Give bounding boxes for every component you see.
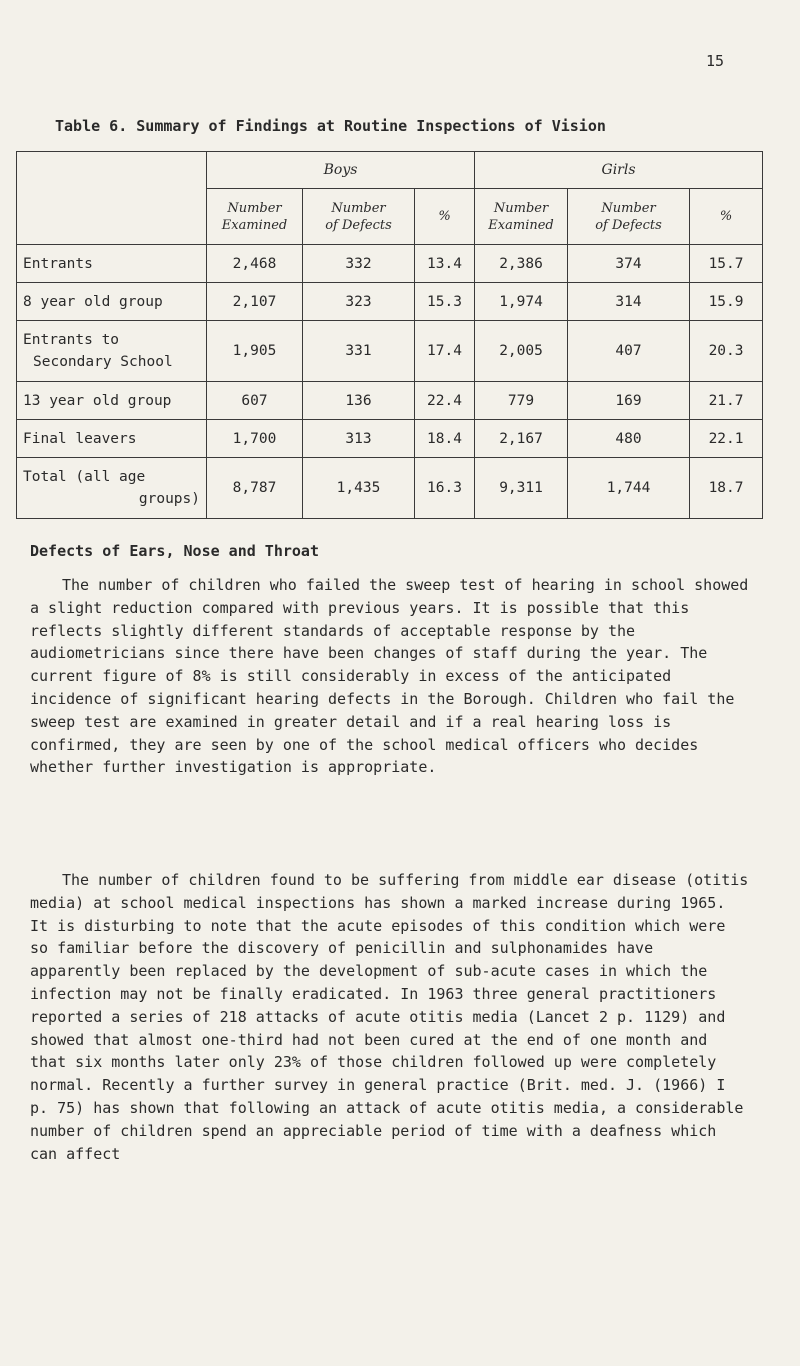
table-row bbox=[17, 321, 763, 382]
paragraph: The number of children who failed the sweep test of hearing in school showed a slight reduction compared with previous years. It is possible that this reflects slightly different standards of acceptable response by the audiometricians since there have been changes of staff during the year. The current figure of 8% is still considerably in excess of the anticipated incidence of significant hearing defects in the Borough. Children who fail the sweep test are examined in greater detail and if a real hearing loss is confirmed, they are seen by one of the school medical officers who decides whether further investigation is appropriate. bbox=[30, 576, 749, 777]
boys-examined-cell: 8,787 bbox=[207, 458, 303, 519]
boys-defects-cell: 313 bbox=[303, 420, 415, 458]
row-label: Final leavers bbox=[17, 420, 207, 458]
table-title: Table 6. Summary of Findings at Routine Inspections of Vision bbox=[55, 117, 606, 135]
corner-cell bbox=[17, 152, 207, 245]
boys-defects-cell: 332 bbox=[303, 245, 415, 283]
row-label: Total (all age groups) bbox=[17, 458, 207, 519]
paragraph: The number of children found to be suffering from middle ear disease (otitis media) at school medical inspections has shown a marked increase during 1965. It is disturbing to note that the acute episodes of this condition which were so familiar before the discovery of penicillin and sulphonamides have apparently been replaced by the development of sub-acute cases in which the infection may not be finally eradicated. In 1963 three general practitioners reported a series of 218 attacks of acute otitis media (Lancet 2 p. 1129) and showed that almost one-third had not been cured at the end of one month and that six months later only 23% of those children followed up were completely normal. Recently a further survey in general practice (Brit. med. J. (1966) I p. 75) has shown that following an attack of acute otitis media, a considerable number of children spend an appreciable period of time with a deafness which can affect bbox=[30, 871, 749, 1163]
table-row bbox=[17, 382, 763, 420]
girls-examined-header: Number Examined bbox=[475, 189, 568, 245]
girls-examined-cell: 9,311 bbox=[475, 458, 568, 519]
boys-defects-cell: 136 bbox=[303, 382, 415, 420]
table-row bbox=[17, 420, 763, 458]
girls-percent-header: % bbox=[690, 189, 763, 245]
boys-examined-cell: 2,468 bbox=[207, 245, 303, 283]
page-number: 15 bbox=[706, 52, 725, 70]
girls-percent-cell: 20.3 bbox=[690, 321, 763, 382]
boys-percent-cell: 18.4 bbox=[415, 420, 475, 458]
boys-defects-header: Number of Defects bbox=[303, 189, 415, 245]
girls-examined-cell: 1,974 bbox=[475, 283, 568, 321]
boys-defects-cell: 323 bbox=[303, 283, 415, 321]
boys-examined-cell: 1,905 bbox=[207, 321, 303, 382]
boys-percent-cell: 13.4 bbox=[415, 245, 475, 283]
boys-examined-cell: 607 bbox=[207, 382, 303, 420]
boys-examined-cell: 1,700 bbox=[207, 420, 303, 458]
girls-percent-cell: 15.9 bbox=[690, 283, 763, 321]
boys-percent-cell: 15.3 bbox=[415, 283, 475, 321]
row-label: 8 year old group bbox=[17, 283, 207, 321]
girls-defects-cell: 374 bbox=[568, 245, 690, 283]
vision-table bbox=[16, 151, 763, 519]
girls-defects-cell: 169 bbox=[568, 382, 690, 420]
girls-defects-cell: 314 bbox=[568, 283, 690, 321]
table-row bbox=[17, 245, 763, 283]
boys-percent-header: % bbox=[415, 189, 475, 245]
table-row bbox=[17, 458, 763, 519]
boys-defects-cell: 331 bbox=[303, 321, 415, 382]
boys-percent-cell: 22.4 bbox=[415, 382, 475, 420]
row-label: Entrants to Secondary School bbox=[17, 321, 207, 382]
girls-header: Girls bbox=[475, 152, 763, 189]
girls-percent-cell: 15.7 bbox=[690, 245, 763, 283]
row-label: Entrants bbox=[17, 245, 207, 283]
girls-defects-cell: 480 bbox=[568, 420, 690, 458]
boys-defects-cell: 1,435 bbox=[303, 458, 415, 519]
boys-examined-cell: 2,107 bbox=[207, 283, 303, 321]
girls-percent-cell: 22.1 bbox=[690, 420, 763, 458]
girls-examined-cell: 2,005 bbox=[475, 321, 568, 382]
girls-percent-cell: 18.7 bbox=[690, 458, 763, 519]
boys-percent-cell: 17.4 bbox=[415, 321, 475, 382]
girls-defects-cell: 407 bbox=[568, 321, 690, 382]
section-heading: Defects of Ears, Nose and Throat bbox=[30, 542, 319, 560]
girls-percent-cell: 21.7 bbox=[690, 382, 763, 420]
girls-examined-cell: 2,386 bbox=[475, 245, 568, 283]
girls-defects-header: Number of Defects bbox=[568, 189, 690, 245]
girls-defects-cell: 1,744 bbox=[568, 458, 690, 519]
girls-examined-cell: 779 bbox=[475, 382, 568, 420]
boys-examined-header: Number Examined bbox=[207, 189, 303, 245]
girls-examined-cell: 2,167 bbox=[475, 420, 568, 458]
table-row bbox=[17, 283, 763, 321]
row-label: 13 year old group bbox=[17, 382, 207, 420]
boys-header: Boys bbox=[207, 152, 475, 189]
boys-percent-cell: 16.3 bbox=[415, 458, 475, 519]
